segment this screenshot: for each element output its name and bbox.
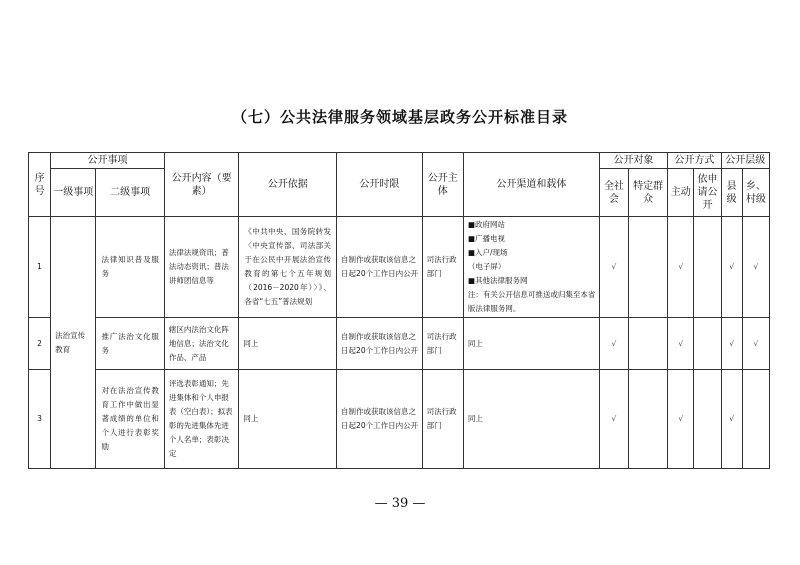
check-target-all: √ bbox=[599, 217, 628, 318]
check-level-township: √ bbox=[742, 318, 769, 370]
channel-list bbox=[468, 218, 596, 316]
header-target-specific: 特定群众 bbox=[628, 169, 667, 217]
header-level-county: 县级 bbox=[721, 169, 742, 217]
header-time-limit: 公开时限 bbox=[337, 153, 423, 217]
check-target-specific bbox=[628, 217, 667, 318]
cell-time-limit: 自制作或获取该信息之日起20个工作日内公开 bbox=[337, 370, 423, 469]
cell-subject: 司法行政部门 bbox=[422, 217, 463, 318]
cell-channels: 同上 bbox=[463, 370, 599, 469]
cell-content: 辖区内法治文化阵地信息；法治文化作品、产品 bbox=[164, 318, 239, 370]
check-level-county: √ bbox=[721, 370, 742, 469]
header-target: 公开对象 bbox=[599, 153, 667, 169]
cell-seq: 2 bbox=[29, 318, 51, 370]
check-target-all: √ bbox=[599, 318, 628, 370]
check-level-county: √ bbox=[721, 318, 742, 370]
page-title: （七）公共法律服务领域基层政务公开标准目录 bbox=[231, 108, 568, 126]
header-public-matters: 公开事项 bbox=[51, 153, 165, 169]
channel-item: ■入户/现场 bbox=[467, 248, 508, 257]
check-level-county: √ bbox=[721, 217, 742, 318]
cell-seq: 1 bbox=[29, 217, 51, 318]
check-target-specific bbox=[628, 318, 667, 370]
cell-level2: 法律知识普及服务 bbox=[96, 217, 164, 318]
header-level: 公开层级 bbox=[721, 153, 769, 169]
check-level-township bbox=[742, 370, 769, 469]
cell-basis: 同上 bbox=[239, 370, 337, 469]
check-method-active: √ bbox=[668, 217, 694, 318]
check-target-specific bbox=[628, 370, 667, 469]
check-method-request bbox=[694, 217, 721, 318]
table-row bbox=[29, 318, 770, 370]
cell-time-limit: 自制作或获取该信息之日起20个工作日内公开 bbox=[337, 217, 423, 318]
cell-channels: 同上 bbox=[463, 318, 599, 370]
cell-time-limit: 自制作或获取该信息之日起20个工作日内公开 bbox=[337, 318, 423, 370]
header-content: 公开内容（要素） bbox=[164, 153, 239, 217]
check-level-township: √ bbox=[742, 217, 769, 318]
channel-item: ■政府网站 bbox=[467, 220, 505, 229]
header-level2: 二级事项 bbox=[96, 169, 164, 217]
table-row bbox=[29, 217, 770, 318]
cell-level2: 推广法治文化服务 bbox=[96, 318, 164, 370]
channel-note: 注：有关公开信息可推送或归集至本省版法律服务网。 bbox=[467, 290, 596, 313]
header-method-request: 依申请公开 bbox=[694, 169, 721, 217]
channel-item: （电子屏） bbox=[467, 262, 506, 271]
cell-basis: 同上 bbox=[239, 318, 337, 370]
channel-item: ■其他法律服务网 bbox=[467, 276, 528, 285]
cell-subject: 司法行政部门 bbox=[422, 318, 463, 370]
channel-item: ■广播电视 bbox=[467, 234, 505, 243]
cell-level1: 法治宣传教育 bbox=[51, 217, 96, 469]
cell-content: 评选表彰通知；先进集体和个人申报表（空白表）；拟表彰的先进集体先进个人名单；表彰决定 bbox=[164, 370, 239, 469]
header-level-township: 乡、村级 bbox=[742, 169, 769, 217]
header-subject: 公开主体 bbox=[422, 153, 463, 217]
cell-level2: 对在法治宣传教育工作中做出显著成绩的单位和个人进行表彰奖励 bbox=[96, 370, 164, 469]
check-target-all: √ bbox=[599, 370, 628, 469]
cell-seq: 3 bbox=[29, 370, 51, 469]
page-number: — 39 — bbox=[374, 496, 426, 511]
cell-subject: 司法行政部门 bbox=[422, 370, 463, 469]
header-method-active: 主动 bbox=[668, 169, 694, 217]
header-target-all: 全社会 bbox=[599, 169, 628, 217]
cell-content: 法律法规资讯；普法动态资讯；普法讲师团信息等 bbox=[164, 217, 239, 318]
header-level1: 一级事项 bbox=[51, 169, 96, 217]
header-seq: 序号 bbox=[29, 153, 51, 217]
table-row bbox=[29, 370, 770, 469]
check-method-active: √ bbox=[668, 318, 694, 370]
check-method-request bbox=[694, 318, 721, 370]
cell-channels bbox=[463, 217, 599, 318]
header-channels: 公开渠道和载体 bbox=[463, 153, 599, 217]
cell-basis: 《中共中央、国务院转发〈中央宣传部、司法部关于在公民中开展法治宣传教育的第七个五年规划（2016－2020年）〉》、各省“七五”普法规划 bbox=[239, 217, 337, 318]
check-method-request bbox=[694, 370, 721, 469]
header-method: 公开方式 bbox=[668, 153, 721, 169]
catalog-table bbox=[28, 152, 770, 469]
header-basis: 公开依据 bbox=[239, 153, 337, 217]
check-method-active: √ bbox=[668, 370, 694, 469]
